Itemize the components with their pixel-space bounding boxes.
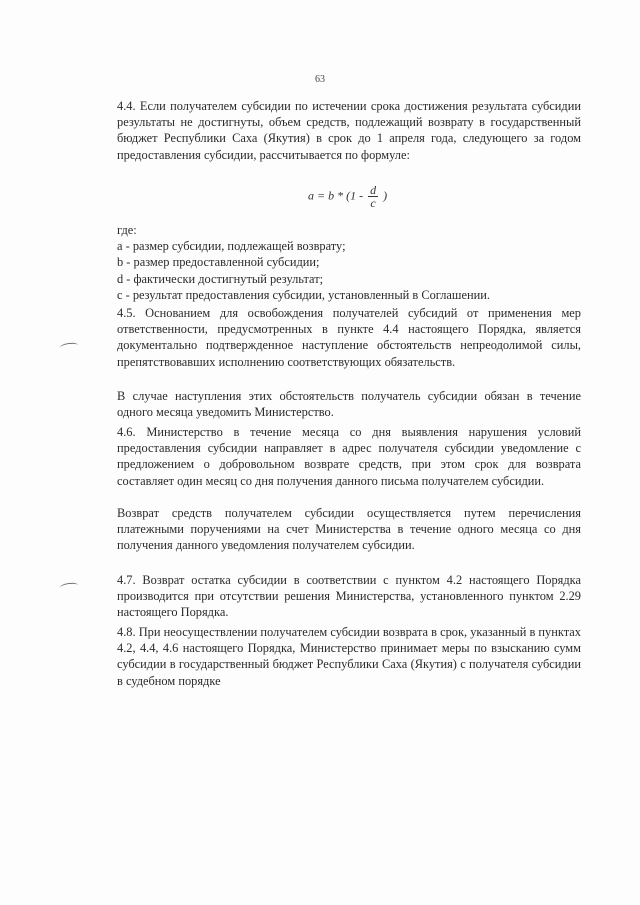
where-label: где: <box>117 223 137 237</box>
paragraph-4-5b: В случае наступления этих обстоятельств получатель субсидии обязан в течение одного месяца уведомить Министерство. <box>117 389 581 420</box>
definitions-block <box>117 222 581 303</box>
formula-fraction <box>368 184 378 209</box>
paragraph-4-8-block <box>117 624 581 689</box>
margin-hole-mark <box>60 342 79 351</box>
paragraph-4-7: 4.7. Возврат остатка субсидии в соответствии с пунктом 4.2 настоящего Порядка производится при отсутствии решения Министерства, установленного пунктом 2.29 настоящего Порядка. <box>117 573 581 620</box>
paragraph-4-4: 4.4. Если получателем субсидии по истечении срока достижения результата субсидии результаты не достигнуты, объем средств, подлежащий возврату в государственный бюджет Республики Саха (Якутия) в срок до 1 апреля года, следующего за годом предоставления субсидии, рассчитывается по формуле: <box>117 99 581 162</box>
paragraph-4-5b-block <box>117 388 581 420</box>
definition-c: c - результат предоставления субсидии, установленный в Соглашении. <box>117 287 490 302</box>
paragraph-4-6b: Возврат средств получателем субсидии осуществляется путем перечисления платежными поручениями на счет Министерства в течение одного месяца со дня получения данного уведомления получателем субсидии. <box>117 506 581 553</box>
formula-right: ) <box>383 188 388 203</box>
paragraph-4-7-block <box>117 572 581 621</box>
paragraph-4-6: 4.6. Министерство в течение месяца со дня выявления нарушения условий предоставления субсидии направляет в адрес получателя субсидии уведомление с предложением о добровольном возврате средств, при этом срок для возврата составляет один месяц со дня получения данного письма получателем субсидии. <box>117 425 581 488</box>
margin-hole-mark <box>60 582 79 591</box>
page-number: 63 <box>315 74 325 85</box>
formula-denominator: c <box>370 196 376 210</box>
definition-d: d - фактически достигнутый результат; <box>117 271 324 286</box>
definition-b: b - размер предоставленной субсидии; <box>117 255 320 270</box>
definitions-list <box>117 238 581 303</box>
formula-numerator: d <box>370 183 377 197</box>
paragraph-4-5-block <box>117 305 581 370</box>
refund-formula <box>308 184 387 209</box>
formula-left: a = b * (1 - <box>308 188 364 203</box>
paragraph-4-6b-block <box>117 505 581 554</box>
paragraph-4-4-block <box>117 98 581 163</box>
paragraph-4-6-block <box>117 424 581 489</box>
paragraph-4-5: 4.5. Основанием для освобождения получателей субсидий от применения мер ответственности, предусмотренных в пункте 4.4 настоящего Порядка, является документально подтвержденное наступление обстоятельств непреодолимой силы, препятствовавших исполнению соответствующих обязательств. <box>117 306 581 369</box>
definition-a: a - размер субсидии, подлежащей возврату; <box>117 239 346 254</box>
paragraph-4-8: 4.8. При неосуществлении получателем субсидии возврата в срок, указанный в пунктах 4.2, 4.4, 4.6 настоящего Порядка, Министерство принимает меры по взысканию сумм субсидии в государственный бюджет Республики Саха (Якутия) с получателя субсидии в судебном порядке <box>117 625 581 688</box>
